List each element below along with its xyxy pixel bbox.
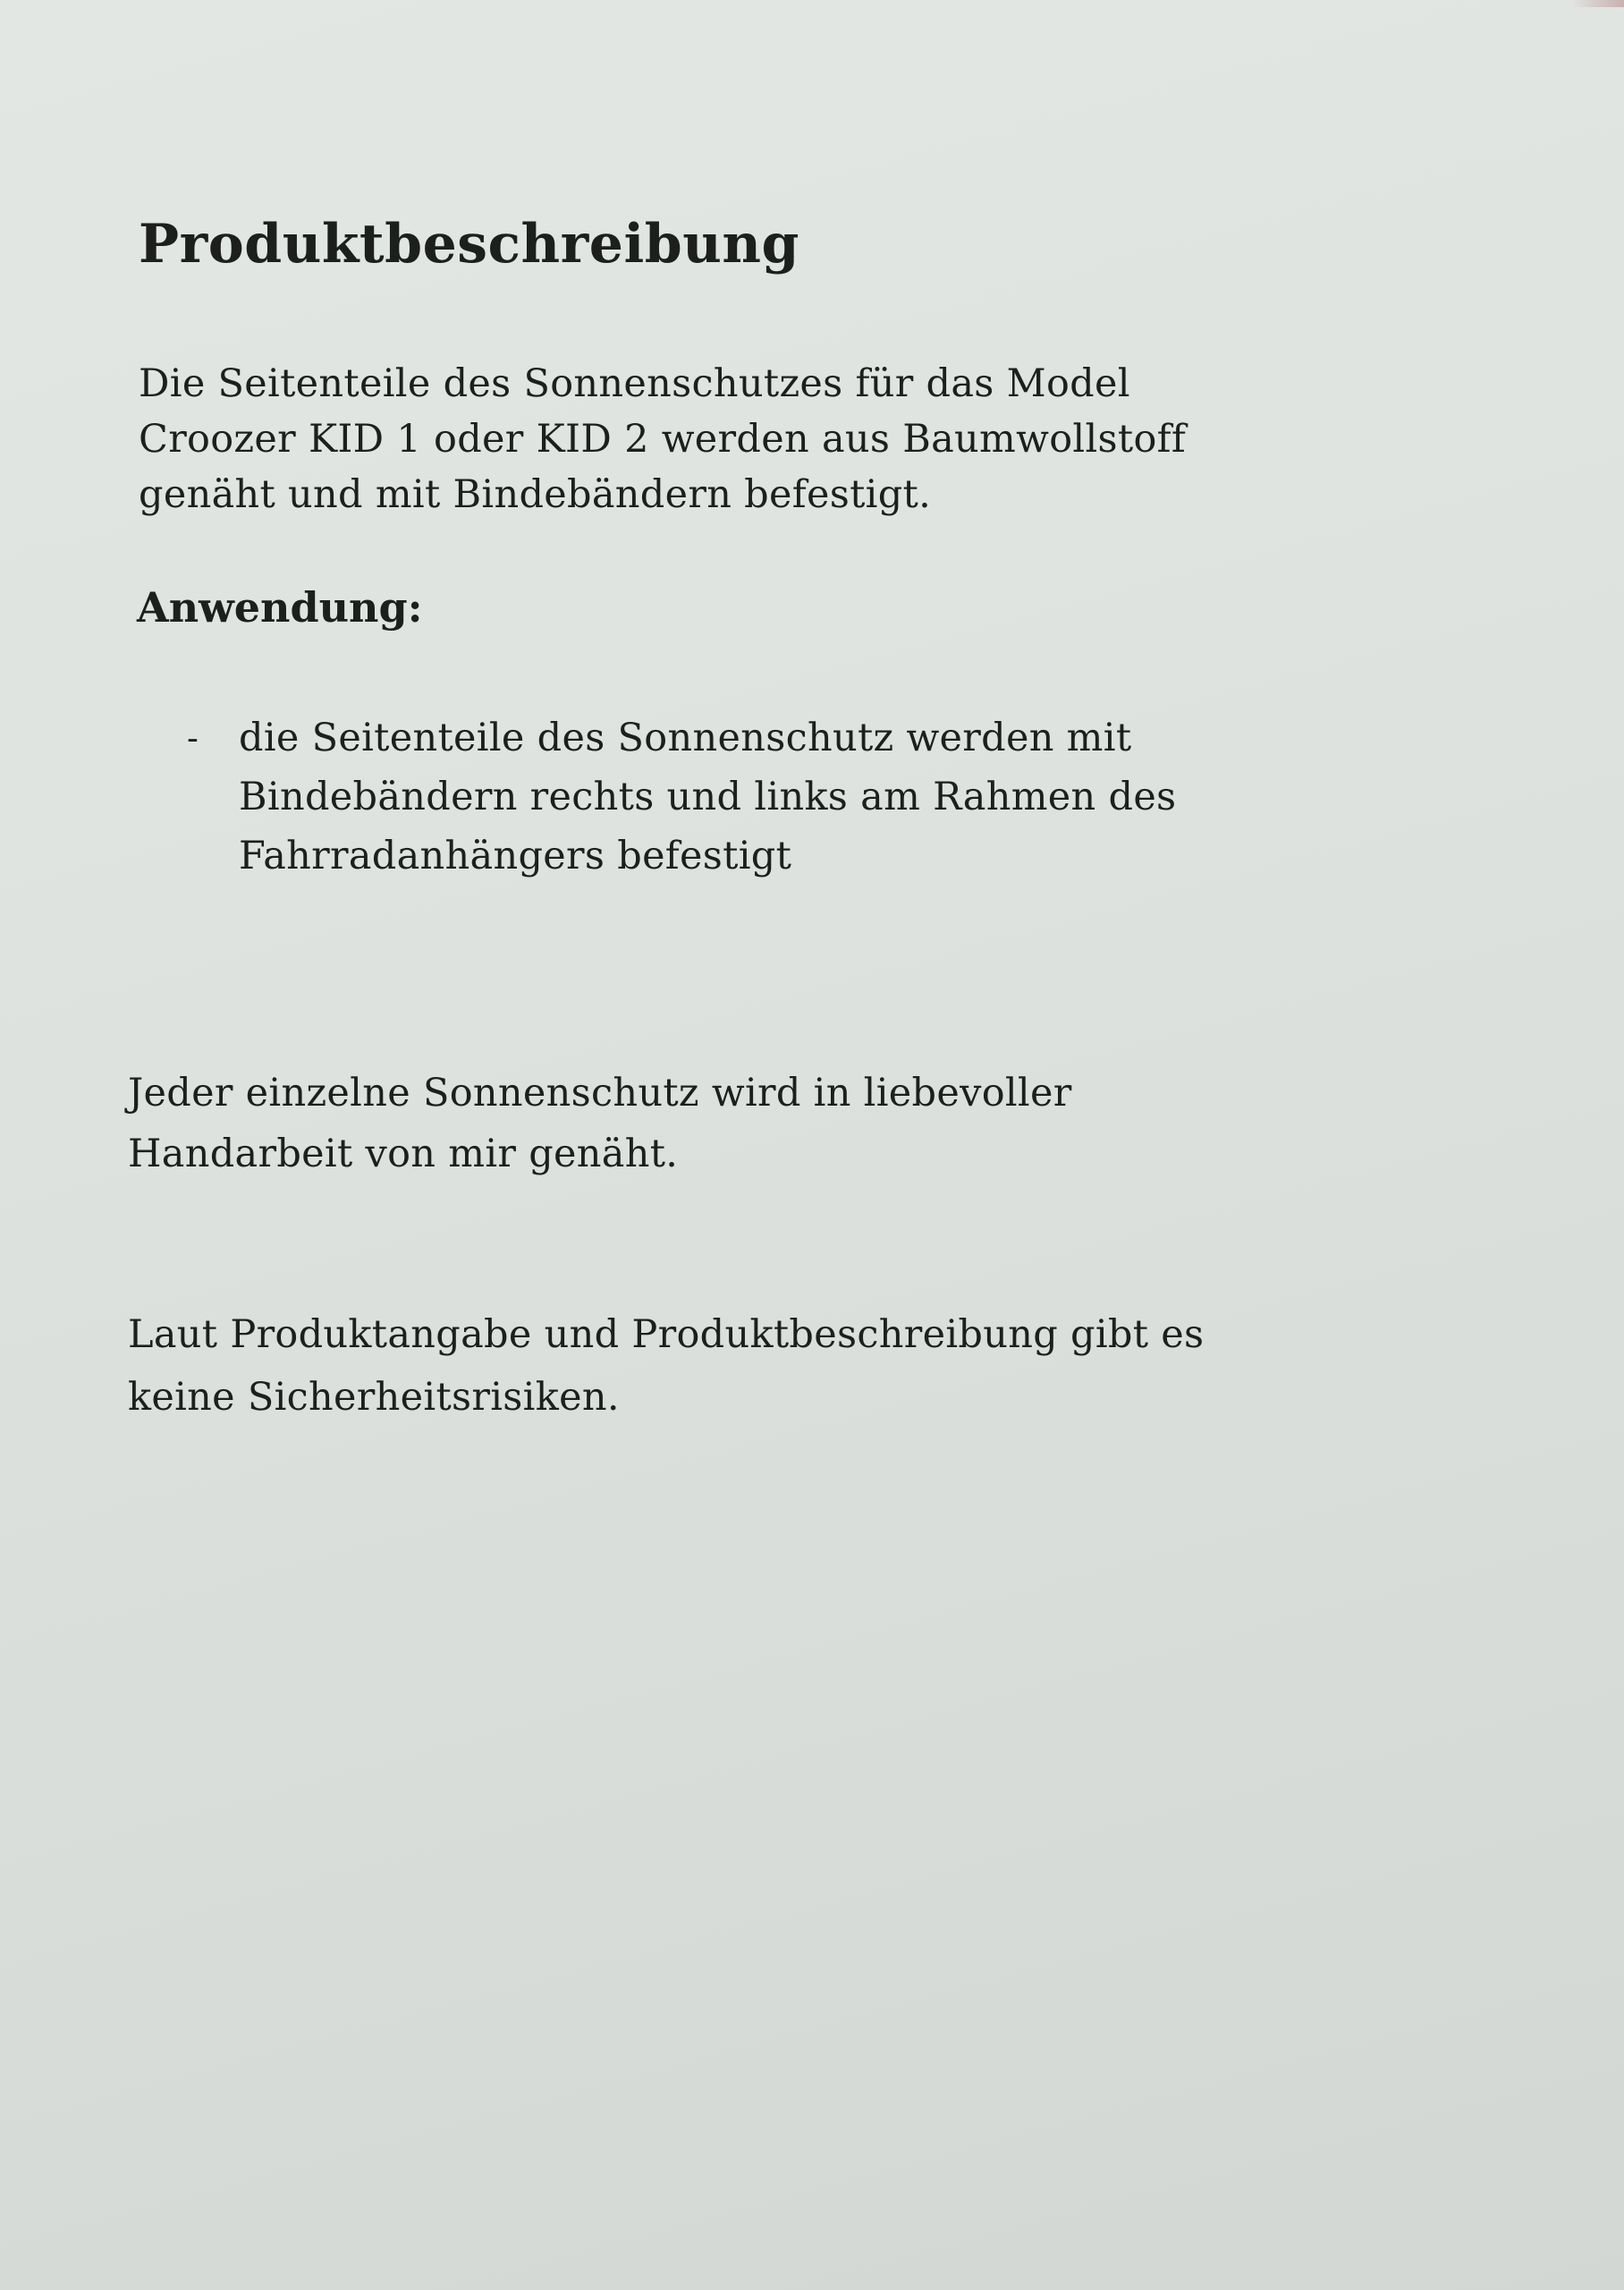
list-item-line: Fahrradanhängers befestigt — [239, 834, 792, 878]
document-title: Produktbeschreibung — [139, 213, 799, 276]
usage-list — [183, 708, 1176, 886]
safety-line: Laut Produktangabe und Produktbeschreibung gibt es — [128, 1312, 1205, 1357]
corner-shadow — [1570, 0, 1624, 7]
bullet-marker: - — [187, 718, 199, 758]
usage-heading: Anwendung: — [137, 583, 423, 632]
list-item-line: Bindebändern rechts und links am Rahmen des — [239, 775, 1177, 819]
handmade-line: Jeder einzelne Sonnenschutz wird in liebevoller — [128, 1071, 1072, 1115]
intro-line: genäht und mit Bindebändern befestigt. — [139, 472, 932, 517]
handmade-paragraph — [128, 1063, 1072, 1184]
list-item — [183, 708, 1176, 886]
safety-paragraph — [128, 1303, 1204, 1429]
list-item-line: die Seitenteile des Sonnenschutz werden mit — [239, 716, 1132, 760]
intro-line: Die Seitenteile des Sonnenschutzes für das Model — [139, 361, 1130, 406]
handmade-line: Handarbeit von mir genäht. — [128, 1132, 679, 1176]
safety-line: keine Sicherheitsrisiken. — [128, 1375, 620, 1420]
intro-paragraph — [139, 356, 1186, 522]
intro-line: Croozer KID 1 oder KID 2 werden aus Baumwollstoff — [139, 417, 1187, 462]
